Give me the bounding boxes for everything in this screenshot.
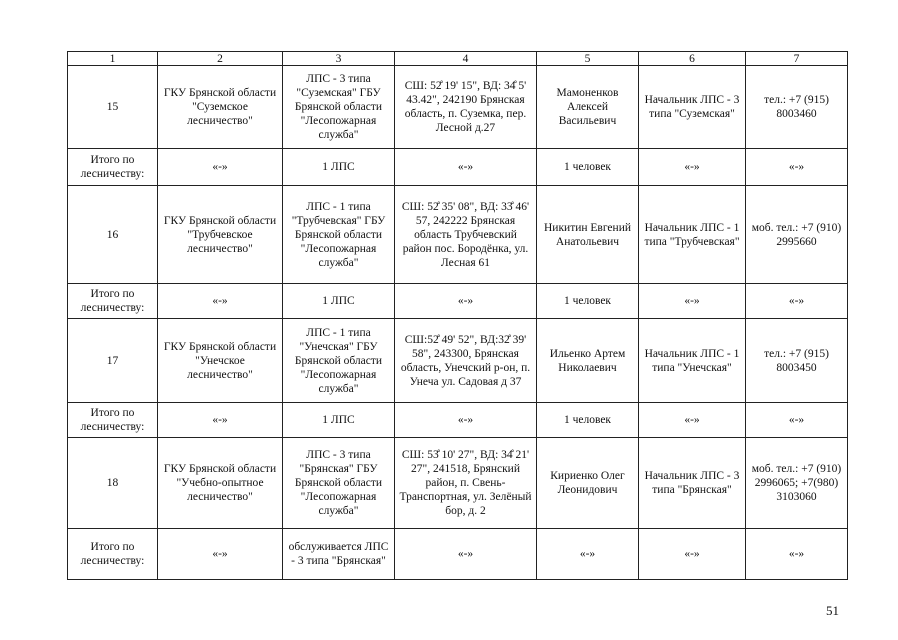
subtotal-cell: «-»: [746, 284, 848, 319]
phone: моб. тел.: +7 (910) 2996065; +7(980) 3103060: [746, 438, 848, 529]
subtotal-cell: «-»: [395, 403, 537, 438]
subtotal-cell: 1 ЛПС: [283, 403, 395, 438]
address: СШ: 53̊ 10' 27", ВД: 34̊ 21' 27", 241518, Брянский район, п. Свень-Транспортная, ул. Зелёный бор, д. 2: [395, 438, 537, 529]
subtotal-row: [68, 284, 848, 319]
subtotal-cell: «-»: [639, 529, 746, 580]
subtotal-cell: 1 человек: [537, 284, 639, 319]
subtotal-row: [68, 529, 848, 580]
fire-station: ЛПС - 1 типа "Унечская" ГБУ Брянской области "Лесопожарная служба": [283, 319, 395, 403]
subtotal-cell: «-»: [639, 284, 746, 319]
forestry-name: ГКУ Брянской области "Трубчевское лесничество": [158, 186, 283, 284]
forestry-name: ГКУ Брянской области "Суземское лесничество": [158, 66, 283, 149]
header-cell: 1: [68, 52, 158, 66]
subtotal-cell: «-»: [158, 529, 283, 580]
row-number: 16: [68, 186, 158, 284]
person-name: Никитин Евгений Анатольевич: [537, 186, 639, 284]
person-position: Начальник ЛПС - 1 типа "Трубчевская": [639, 186, 746, 284]
page-number: 51: [826, 603, 839, 618]
phone: тел.: +7 (915) 8003460: [746, 66, 848, 149]
person-position: Начальник ЛПС - 3 типа "Брянская": [639, 438, 746, 529]
header-cell: 6: [639, 52, 746, 66]
subtotal-cell: «-»: [395, 529, 537, 580]
subtotal-cell: «-»: [158, 149, 283, 186]
header-cell: 4: [395, 52, 537, 66]
subtotal-cell: 1 человек: [537, 149, 639, 186]
header-cell: 7: [746, 52, 848, 66]
subtotal-cell: обслуживается ЛПС - 3 типа "Брянская": [283, 529, 395, 580]
address: СШ: 52̊ 35' 08", ВД: 33̊ 46' 57, 242222 Брянская область Трубчевский район пос. Бородёнка, ул. Лесная 61: [395, 186, 537, 284]
forestry-name: ГКУ Брянской области "Унечское лесничество": [158, 319, 283, 403]
header-row: [68, 52, 848, 66]
row-number: 15: [68, 66, 158, 149]
person-name: Ильенко Артем Николаевич: [537, 319, 639, 403]
fire-station: ЛПС - 3 типа "Брянская" ГБУ Брянской области "Лесопожарная служба": [283, 438, 395, 529]
fire-station: ЛПС - 1 типа "Трубчевская" ГБУ Брянской области "Лесопожарная служба": [283, 186, 395, 284]
row-number: 18: [68, 438, 158, 529]
subtotal-row: [68, 403, 848, 438]
subtotal-cell: «-»: [158, 284, 283, 319]
subtotal-cell: 1 ЛПС: [283, 149, 395, 186]
subtotal-label: Итого по лесничеству:: [68, 284, 158, 319]
person-name: Кириенко Олег Леонидович: [537, 438, 639, 529]
subtotal-cell: «-»: [395, 149, 537, 186]
subtotal-label: Итого по лесничеству:: [68, 149, 158, 186]
subtotal-cell: «-»: [746, 149, 848, 186]
subtotal-label: Итого по лесничеству:: [68, 529, 158, 580]
address: СШ: 52̊ 19' 15", ВД: 34̊ 5' 43.42", 242190 Брянская область, п. Суземка, пер. Лесной д.27: [395, 66, 537, 149]
subtotal-label: Итого по лесничеству:: [68, 403, 158, 438]
person-name: Мамоненков Алексей Васильевич: [537, 66, 639, 149]
subtotal-cell: «-»: [746, 403, 848, 438]
subtotal-cell: 1 человек: [537, 403, 639, 438]
subtotal-cell: «-»: [746, 529, 848, 580]
table-row: [68, 66, 848, 149]
address: СШ:52̊ 49' 52", ВД:32̊ 39' 58", 243300, Брянская область, Унечский р-он, п. Унеча ул. Садовая д 37: [395, 319, 537, 403]
subtotal-cell: «-»: [395, 284, 537, 319]
phone: тел.: +7 (915) 8003450: [746, 319, 848, 403]
subtotal-cell: «-»: [639, 403, 746, 438]
header-cell: 3: [283, 52, 395, 66]
person-position: Начальник ЛПС - 3 типа "Суземская": [639, 66, 746, 149]
table-row: [68, 319, 848, 403]
subtotal-row: [68, 149, 848, 186]
subtotal-cell: «-»: [639, 149, 746, 186]
subtotal-cell: 1 ЛПС: [283, 284, 395, 319]
person-position: Начальник ЛПС - 1 типа "Унечская": [639, 319, 746, 403]
header-cell: 2: [158, 52, 283, 66]
forestry-name: ГКУ Брянской области "Учебно-опытное лесничество": [158, 438, 283, 529]
row-number: 17: [68, 319, 158, 403]
subtotal-cell: «-»: [158, 403, 283, 438]
header-cell: 5: [537, 52, 639, 66]
subtotal-cell: «-»: [537, 529, 639, 580]
table-row: [68, 186, 848, 284]
forestry-table: [67, 51, 848, 580]
fire-station: ЛПС - 3 типа "Суземская" ГБУ Брянской области "Лесопожарная служба": [283, 66, 395, 149]
phone: моб. тел.: +7 (910) 2995660: [746, 186, 848, 284]
table-row: [68, 438, 848, 529]
